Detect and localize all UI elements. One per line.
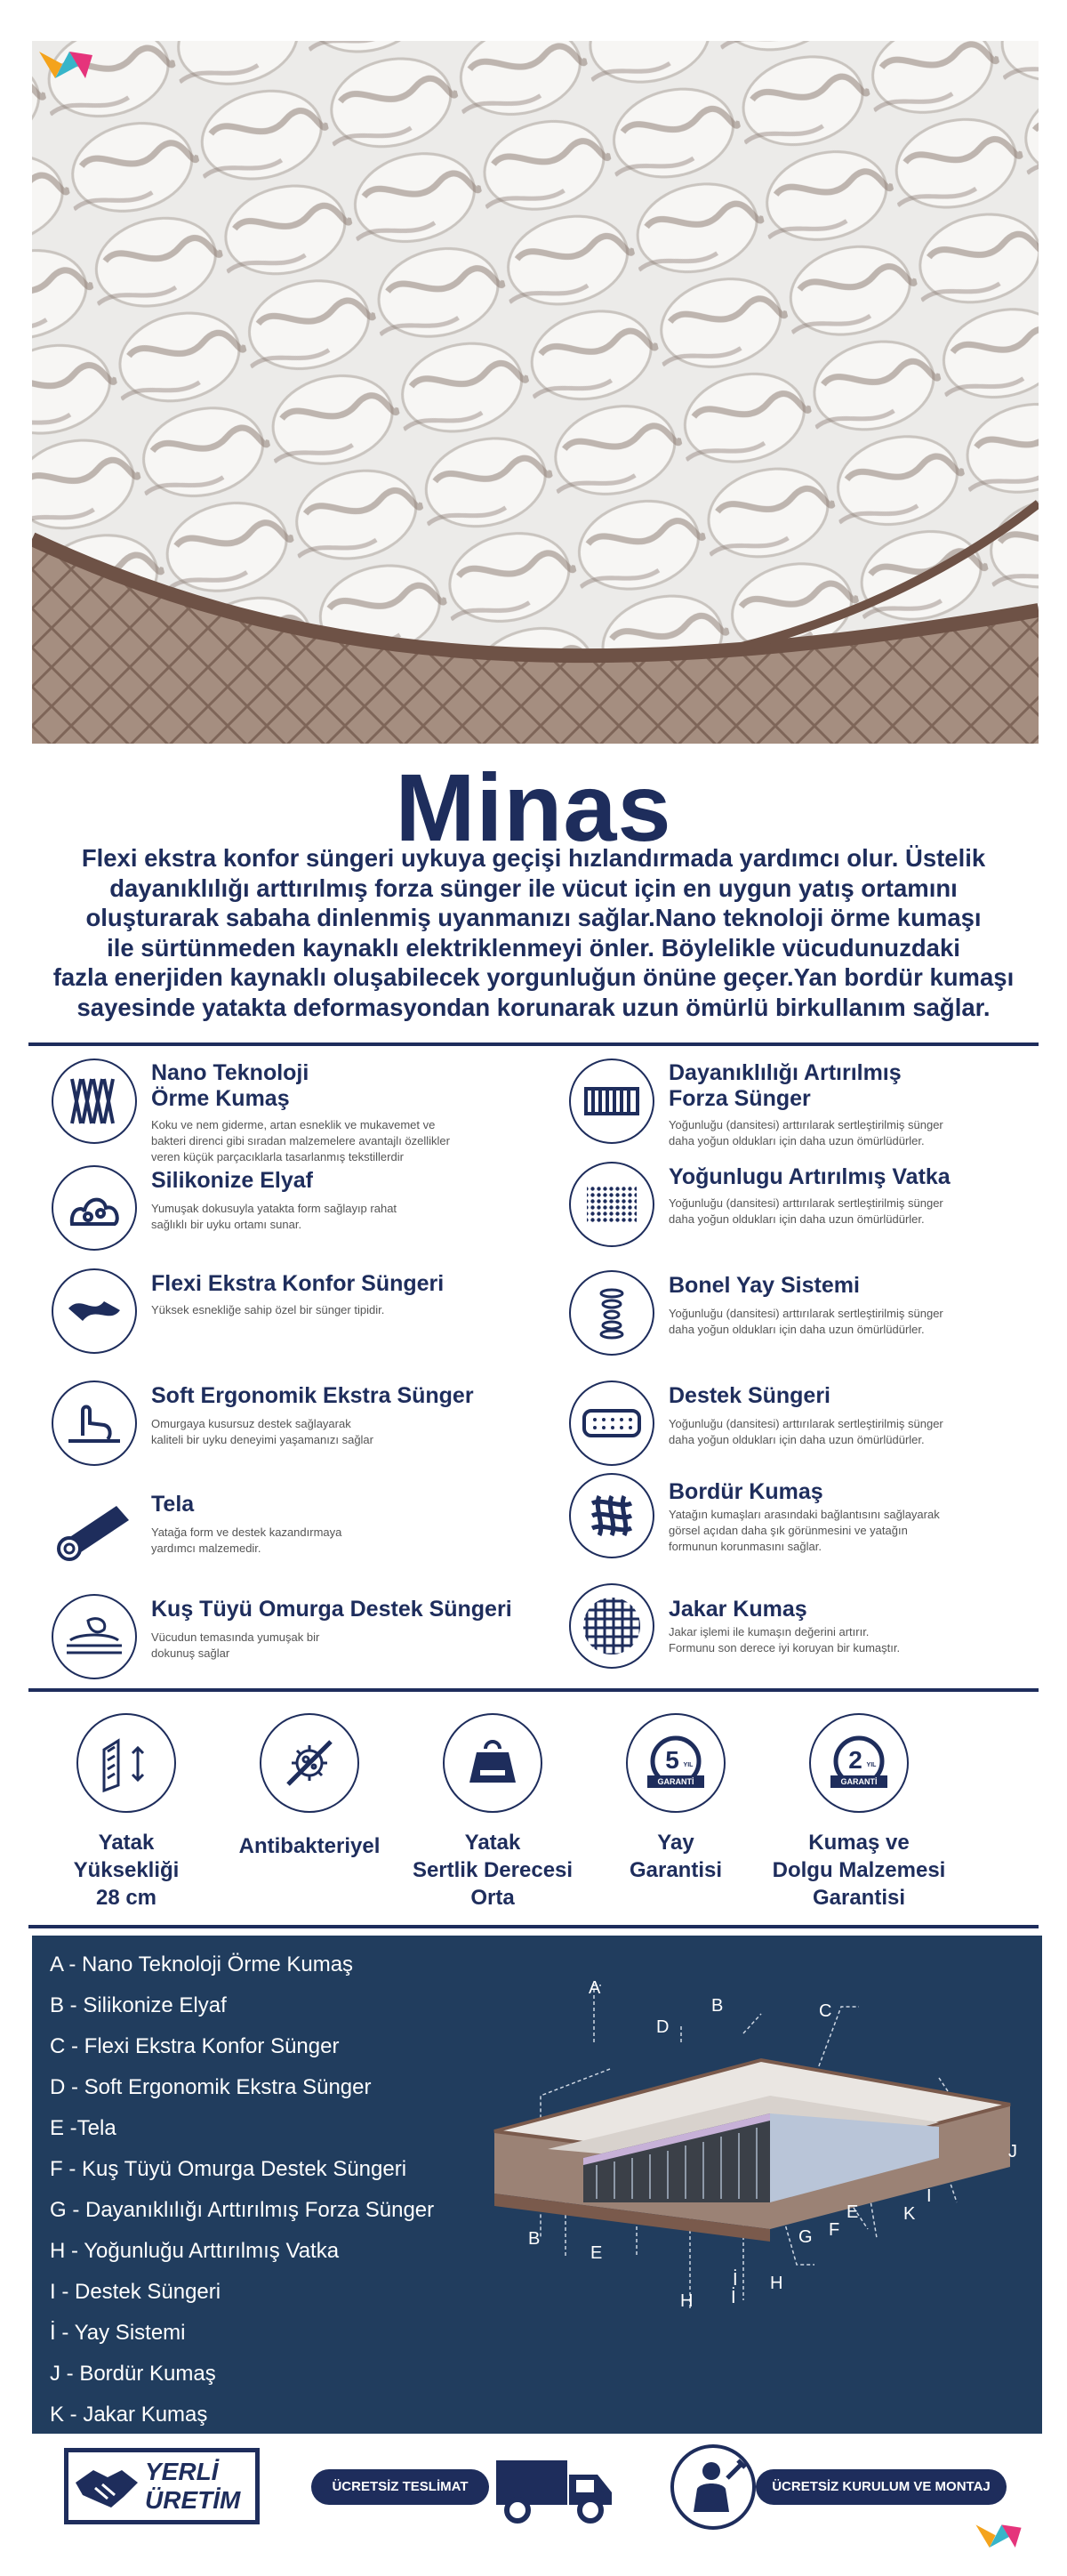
feature-title: Bordür Kumaş — [669, 1479, 823, 1504]
divider — [28, 1688, 1039, 1692]
mattress-photo — [32, 41, 1039, 744]
feature-desc-line: Yoğunluğu (dansitesi) arttırılarak sertleştirilmiş sünger — [669, 1118, 943, 1131]
feature-kus-tuyu — [52, 1594, 532, 1692]
feature-destek-sungeri — [569, 1381, 1049, 1478]
badge-label-line: 28 cm — [95, 1886, 157, 1910]
badge-sertlik — [404, 1713, 582, 1912]
feature-desc-line: daha yoğun oldukları için daha uzun ömürlüdürler. — [669, 1212, 925, 1226]
badge-label-line: Yatak — [98, 1831, 155, 1855]
feature-jakar-kumas — [569, 1583, 1049, 1681]
warranty-2-icon — [809, 1713, 909, 1813]
free-delivery-pill: ÜCRETSİZ TESLİMAT — [311, 2469, 489, 2505]
legend-item: İ - Yay Sistemi — [50, 2321, 186, 2345]
diagram-label: H — [770, 2274, 783, 2293]
divider — [28, 1042, 1039, 1046]
badge-label-line: Kumaş ve — [808, 1831, 910, 1855]
divider — [28, 1925, 1039, 1928]
brand-logo-icon — [36, 46, 96, 85]
feature-title: Jakar Kumaş — [669, 1597, 807, 1622]
feature-desc-line: veren küçük parçacıklarla tasarlanmış tekstillerdir — [151, 1150, 404, 1163]
feature-title: Dayanıklılığı Artırılmış — [669, 1060, 902, 1085]
yerli-uretim-badge — [64, 2448, 260, 2524]
legend-item: E -Tela — [50, 2116, 116, 2140]
feature-tela — [52, 1489, 532, 1587]
brand-logo-icon — [973, 2519, 1024, 2555]
warranty-yil: YIL — [683, 1762, 694, 1768]
description-line: dayanıklılığı arttırılmış forza sünger ile vücut için en uygun yatış ortamını — [109, 873, 958, 902]
legend-item: H - Yoğunluğu Arttırılmış Vatka — [50, 2239, 340, 2263]
feature-desc-line: Yoğunluğu (dansitesi) arttırılarak sertleştirilmiş sünger — [669, 1196, 943, 1210]
legend-item: D - Soft Ergonomik Ekstra Sünger — [50, 2075, 372, 2099]
feature-title: Soft Ergonomik Ekstra Sünger — [151, 1383, 474, 1408]
warranty-number: 2 — [848, 1746, 862, 1774]
feature-desc-line: daha yoğun oldukları için daha uzun ömürlüdürler. — [669, 1134, 925, 1147]
feature-desc-line: Vücudun temasında yumuşak bir — [151, 1630, 320, 1644]
feature-nano-teknoloji — [52, 1059, 532, 1163]
feature-vatka — [569, 1162, 1049, 1260]
flexible-sponge-icon — [52, 1268, 137, 1354]
feature-desc-line: Koku ve nem giderme, artan esneklik ve mukavemet ve — [151, 1118, 436, 1131]
badge-label-line: Antibakteriyel — [238, 1834, 381, 1858]
badge-label-line: Yay — [657, 1831, 694, 1855]
diagram-label: E — [846, 2202, 859, 2222]
legend-item: F - Kuş Tüyü Omurga Destek Süngeri — [50, 2157, 407, 2181]
warranty-text: GARANTİ — [657, 1777, 694, 1786]
legend-item: B - Silikonize Elyaf — [50, 1993, 227, 2017]
diagram-label: A — [589, 1978, 601, 1998]
weight-icon — [443, 1713, 542, 1813]
legend-item: A - Nano Teknoloji Örme Kumaş — [50, 1952, 354, 1976]
diagram-label: H — [680, 2291, 694, 2311]
feature-desc-line: dokunuş sağlar — [151, 1646, 230, 1660]
badge-label-line: Orta — [470, 1886, 515, 1910]
uretim-label: ÜRETİM — [145, 2486, 241, 2514]
support-sponge-icon — [569, 1381, 654, 1466]
legend-item: C - Flexi Ekstra Konfor Sünger — [50, 2034, 340, 2058]
diagram-label: G — [798, 2227, 813, 2247]
feature-title: Bonel Yay Sistemi — [669, 1273, 860, 1298]
feature-desc-line: Yatağa form ve destek kazandırmaya — [151, 1525, 342, 1539]
hand-press-icon — [52, 1381, 137, 1466]
feature-title: Yoğunlugu Artırılmış Vatka — [669, 1164, 951, 1189]
antibacterial-icon — [260, 1713, 359, 1813]
diagram-label: İ — [731, 2288, 736, 2307]
knit-icon — [52, 1059, 137, 1144]
forza-sponge-icon — [569, 1059, 654, 1144]
diagram-label: F — [829, 2220, 840, 2240]
badge-label-line: Yüksekliği — [73, 1858, 180, 1882]
warranty-yil: YIL — [866, 1762, 877, 1768]
feature-flexi-ekstra — [52, 1268, 532, 1366]
diagram-label: E — [590, 2243, 603, 2263]
diagram-label: İ — [733, 2270, 738, 2290]
legend-item: K - Jakar Kumaş — [50, 2403, 208, 2427]
feature-desc-line: Jakar işlemi ile kumaşın değerini artırır. — [669, 1625, 870, 1638]
badge-label-line: Dolgu Malzemesi — [772, 1858, 946, 1882]
feature-desc-line: sağlıklı bir uyku ortamı sunar. — [151, 1218, 302, 1231]
delivery-truck-icon — [487, 2448, 621, 2528]
feature-desc-line: Yatağın kumaşları arasındaki bağlantısını sağlayarak — [669, 1508, 940, 1521]
diagram-label: I — [927, 2186, 932, 2206]
feather-layer-icon — [52, 1594, 137, 1679]
feature-desc-line: Omurgaya kusursuz destek sağlayarak — [151, 1417, 351, 1430]
warranty-number: 5 — [665, 1746, 679, 1774]
feature-desc-line: Yumuşak dokusuyla yatakta form sağlayıp rahat — [151, 1202, 397, 1215]
feature-desc-line: daha yoğun oldukları için daha uzun ömürlüdürler. — [669, 1433, 925, 1446]
feature-desc-line: görsel açıdan daha şık görünmesini ve yatağın — [669, 1524, 908, 1537]
product-title: Minas — [395, 753, 672, 861]
layer-legend-panel — [32, 1936, 1042, 2434]
free-installation-pill: ÜCRETSİZ KURULUM VE MONTAJ — [756, 2469, 1007, 2505]
jacquard-icon — [569, 1583, 654, 1669]
fiber-icon — [52, 1165, 137, 1251]
badge-label-line: Yatak — [464, 1831, 521, 1855]
product-description — [18, 843, 1049, 1022]
feature-desc-line: Yoğunluğu (dansitesi) arttırılarak sertleştirilmiş sünger — [669, 1417, 943, 1430]
fabric-roll-icon — [52, 1489, 137, 1574]
feature-bordur-kumas — [569, 1473, 1049, 1571]
description-line: sayesinde yatakta deformasyondan korunarak uzun ömürlü birkullanım sağlar. — [76, 993, 991, 1021]
diagram-label: B — [528, 2229, 541, 2249]
feature-desc-line: yardımcı malzemedir. — [151, 1542, 261, 1555]
description-line: fazla enerjiden kaynaklı oluşabilecek yorgunluğun önüne geçer.Yan bordür kumaşı — [52, 963, 1015, 991]
height-icon — [76, 1713, 176, 1813]
legend-item: I - Destek Süngeri — [50, 2280, 221, 2304]
handshake-icon — [72, 2461, 141, 2516]
badge-yay-garantisi — [587, 1713, 765, 1884]
spring-icon — [569, 1270, 654, 1356]
description-line: oluşturarak sabaha dinlenmiş uyanmanızı sağlar.Nano teknoloji örme kumaşı — [85, 904, 982, 931]
feature-title: Nano Teknoloji — [151, 1060, 309, 1085]
badge-label-line: Garantisi — [812, 1886, 906, 1910]
feature-bonel-yay — [569, 1270, 1049, 1368]
dotted-batting-icon — [569, 1162, 654, 1247]
diagram-label: J — [1008, 2142, 1017, 2161]
feature-desc-line: bakteri direnci gibi sıradan malzemelere avantajlı özellikler — [151, 1134, 450, 1147]
feature-title-line2: Örme Kumaş — [151, 1086, 290, 1111]
feature-desc-line: formunun korunmasını sağlar. — [669, 1540, 822, 1553]
diagram-label: B — [711, 1996, 724, 2016]
badge-yatak-yuksekligi — [37, 1713, 215, 1912]
mattress-cutaway-diagram — [477, 1936, 1042, 2434]
installation-icon — [669, 2443, 758, 2532]
legend-item: G - Dayanıklılığı Arttırılmış Forza Sünger — [50, 2198, 435, 2222]
mattress-illustration — [32, 41, 1039, 744]
feature-title: Destek Süngeri — [669, 1383, 831, 1408]
feature-title: Tela — [151, 1492, 195, 1517]
warranty-5-icon — [626, 1713, 726, 1813]
feature-desc-line: kaliteli bir uyku deneyimi yaşamanızı sağlar — [151, 1433, 373, 1446]
diagram-label: D — [656, 2017, 670, 2037]
warranty-text: GARANTİ — [840, 1777, 878, 1786]
description-line: Flexi ekstra konfor süngeri uykuya geçişi hızlandırmada yardımcı olur. Üstelik — [81, 844, 986, 872]
feature-desc-line: Formunu son derece iyi koruyan bir kumaştır. — [669, 1641, 901, 1654]
feature-desc-line: daha yoğun oldukları için daha uzun ömürlüdürler. — [669, 1323, 925, 1336]
diagram-label: K — [903, 2204, 916, 2224]
feature-title: Silikonize Elyaf — [151, 1168, 314, 1193]
badge-kumas-garantisi — [770, 1713, 948, 1912]
feature-title: Flexi Ekstra Konfor Süngeri — [151, 1271, 445, 1296]
diagram-label: C — [819, 2001, 832, 2021]
yerli-label: YERLİ — [145, 2458, 219, 2485]
feature-desc-line: Yoğunluğu (dansitesi) arttırılarak sertleştirilmiş sünger — [669, 1307, 943, 1320]
badge-antibakteriyel — [221, 1713, 398, 1860]
feature-forza-sunger — [569, 1059, 1049, 1156]
feature-title: Kuş Tüyü Omurga Destek Süngeri — [151, 1597, 512, 1622]
feature-desc-line: Yüksek esnekliğe sahip özel bir sünger tipidir. — [151, 1303, 385, 1316]
description-line: ile sürtünmeden kaynaklı elektriklenmeyi önler. Böylelikle vücudunuzdaki — [107, 933, 960, 962]
feature-title-line2: Forza Sünger — [669, 1086, 811, 1111]
legend-item: J - Bordür Kumaş — [50, 2362, 216, 2386]
feature-silikonize-elyaf — [52, 1165, 532, 1263]
badge-label-line: Garantisi — [629, 1858, 723, 1882]
badge-label-line: Sertlik Derecesi — [412, 1858, 574, 1882]
feature-soft-ergonomik — [52, 1381, 532, 1478]
weave-icon — [569, 1473, 654, 1558]
